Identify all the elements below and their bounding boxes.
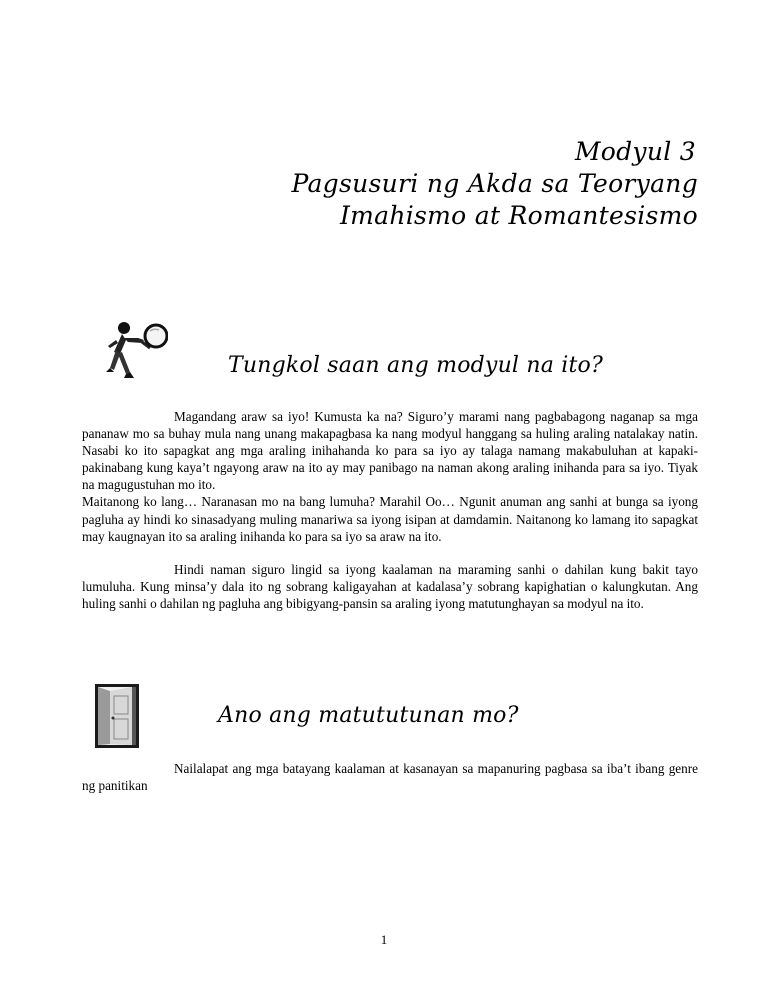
module-title [220,136,698,232]
paragraph: Magandang araw sa iyo! Kumusta ka na? Siguro’y marami nang pagbabagong naganap sa mga pananaw mo sa buhay mula nang unang makapagbasa ka nang modyul hanggang sa huling araling natalakay natin. Nasabi ko ito sapagkat ang mga araling inihahanda ko para sa iyo ay talaga namang makabuluhan at kapaki-pakinabang kung kaya’t ngayong araw na ito ay may panibago na naman akong araling inihanda para sa iyo. Tiyak na magugustuhan mo ito. [82,409,698,493]
section-heading-about: Tungkol saan ang modyul na ito? [228,353,603,378]
module-title-line-1: Pagsusuri ng Akda sa Teoryang [291,169,698,198]
section-body-learn [82,760,698,794]
paragraph: Nailalapat ang mga batayang kaalaman at kasanayan sa mapanuring pagbasa sa iba’t ibang genre ng panitikan [82,761,698,794]
paragraph: Hindi naman siguro lingid sa iyong kaalaman na maraming sanhi o dahilan kung bakit tayo lumuluha. Kung minsa’y dala ito ng sobrang kaligayahan at kadalasa’y sobrang kapighatian o kalungkutan. Ang huling sanhi o dahilan ng pagluha ang bibigyang-pansin sa araling iyong matutunghayan sa modyul na ito. [82,561,698,611]
page-number: 1 [380,932,388,947]
paragraph: Maitanong ko lang… Naranasan mo na bang lumuha? Marahil Oo… Ngunit anuman ang sanhi at bunga sa iyong pagluha ay hindi ko sinasadyang muling manariwa sa iyong isipan at damdamin. Naitanong ko lamang ito sapagkat may kaugnayan ito sa araling inihanda ko para sa iyo sa araw na ito. [82,494,698,544]
magnifier-figure-icon [104,318,168,384]
module-number: Modyul 3 [574,137,696,166]
module-title-line-2: Imahismo at Romantesismo [339,201,698,230]
section-body-about [82,408,698,612]
section-heading-learn: Ano ang matututunan mo? [218,703,519,728]
door-icon [94,682,140,750]
